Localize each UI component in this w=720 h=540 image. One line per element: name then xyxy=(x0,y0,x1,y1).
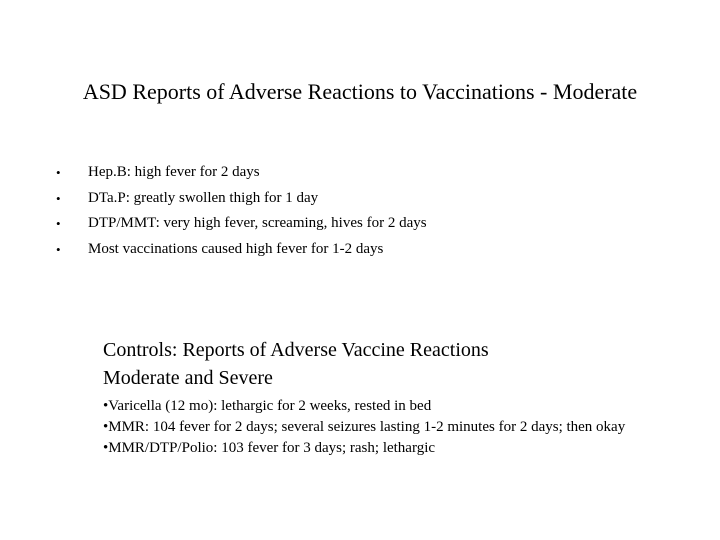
controls-heading-line1: Controls: Reports of Adverse Vaccine Reactions xyxy=(103,339,489,361)
controls-heading-line2: Moderate and Severe xyxy=(103,367,273,389)
bullet-icon: • xyxy=(56,241,61,257)
controls-list-item: •MMR/DTP/Polio: 103 fever for 3 days; rash; lethargic xyxy=(103,440,436,456)
list-item xyxy=(56,237,427,263)
slide-title: ASD Reports of Adverse Reactions to Vaccinations - Moderate xyxy=(82,79,638,104)
bullet-list xyxy=(56,160,427,262)
bullet-text: Most vaccinations caused high fever for 1-2 days xyxy=(88,240,384,257)
controls-list xyxy=(103,396,663,459)
bullet-icon: • xyxy=(56,216,61,231)
bullet-text: DTP/MMT: very high fever, screaming, hives for 2 days xyxy=(88,215,427,231)
list-item xyxy=(56,160,427,186)
list-item xyxy=(56,211,427,237)
bullet-text: DTa.P: greatly swollen thigh for 1 day xyxy=(88,189,319,206)
bullet-icon: • xyxy=(56,190,61,206)
controls-list-item: •MMR: 104 fever for 2 days; several seizures lasting 1-2 minutes for 2 days; then okay xyxy=(103,419,626,435)
controls-heading xyxy=(103,336,663,392)
controls-list-item: •Varicella (12 mo): lethargic for 2 weeks, rested in bed xyxy=(103,398,432,414)
bullet-text: Hep.B: high fever for 2 days xyxy=(88,164,260,180)
controls-section xyxy=(103,336,663,459)
list-item xyxy=(56,186,427,212)
bullet-icon: • xyxy=(56,165,61,180)
